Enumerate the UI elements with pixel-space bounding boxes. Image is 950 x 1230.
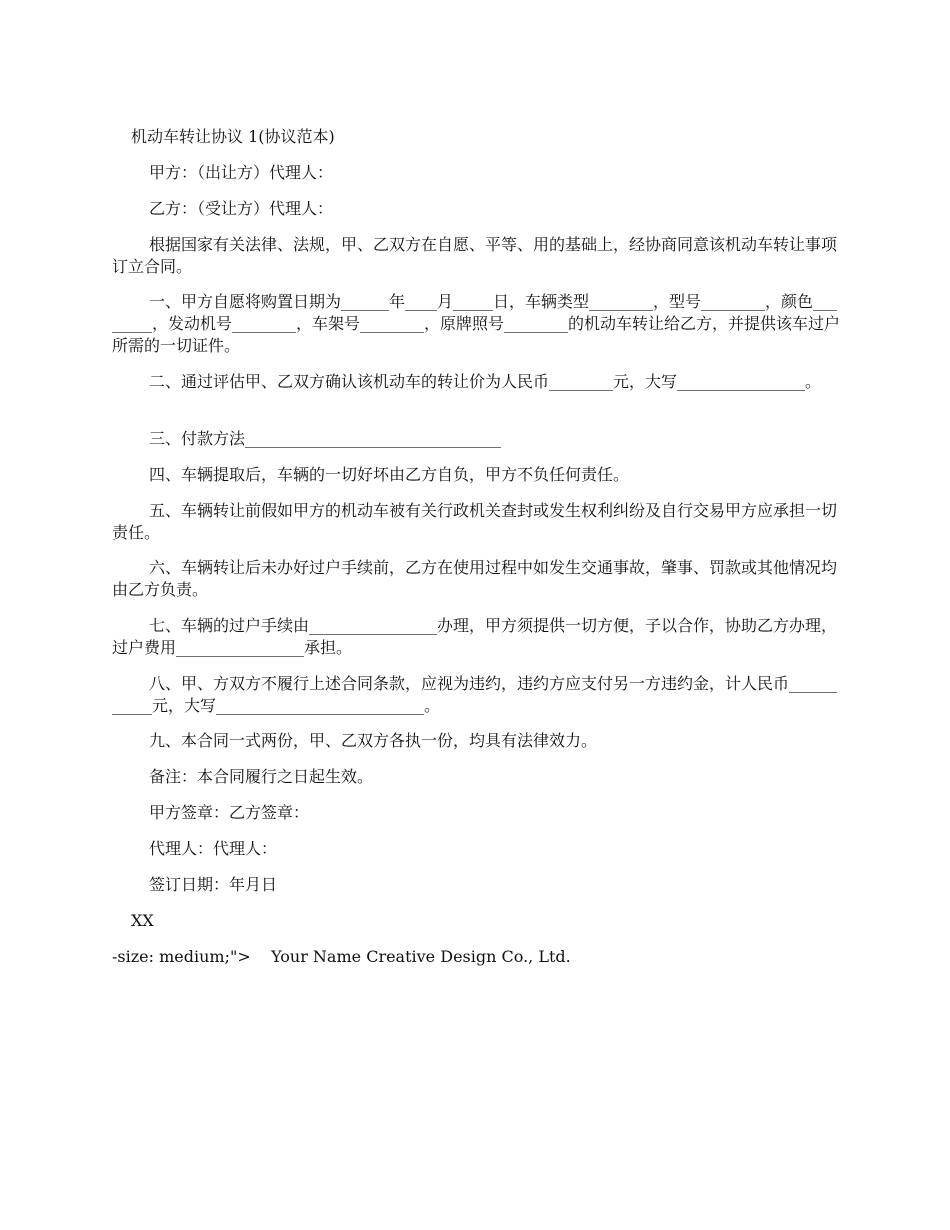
- party-b-line: 乙方：（受让方）代理人：: [149, 199, 334, 218]
- note-line: 备注：本合同履行之日起生效。: [149, 767, 374, 786]
- clause-1: 一、甲方自愿将购置日期为______年____月_____日，车辆类型________，型号________，颜色________，发动机号________，车架号________，原牌照号________的机动车转让给乙方，并提供该车过户所需的一切证件。: [112, 292, 841, 355]
- clause-2: 二、通过评估甲、乙双方确认该机动车的转让价为人民币________元，大写________________。: [149, 372, 822, 391]
- document-title: 机动车转让协议 1(协议范本): [131, 127, 335, 146]
- clause-3: 三、付款方法________________________________: [149, 429, 502, 448]
- footer-line: -size: medium;"> Your Name Creative Design Co., Ltd.: [112, 947, 571, 966]
- agent-line: 代理人：代理人：: [149, 839, 278, 858]
- clause-9: 九、本合同一式两份，甲、乙双方各执一份，均具有法律效力。: [149, 731, 598, 750]
- sign-date-line: 签订日期：年月日: [149, 875, 278, 894]
- clause-8: 八、甲、方双方不履行上述合同条款，应视为违约，违约方应支付另一方违约金，计人民币___________元，大写__________________________。: [112, 674, 838, 715]
- signature-line: 甲方签章：乙方签章：: [149, 803, 310, 822]
- clause-6: 六、车辆转让后未办好过户手续前，乙方在使用过程中如发生交通事故，肇事、罚款或其他情况均由乙方负责。: [112, 558, 838, 599]
- intro-paragraph: 根据国家有关法律、法规，甲、乙双方在自愿、平等、用的基础上，经协商同意该机动车转让事项订立合同。: [112, 235, 838, 276]
- clause-4: 四、车辆提取后，车辆的一切好坏由乙方自负，甲方不负任何责任。: [149, 465, 630, 484]
- clause-7: 七、车辆的过户手续由________________办理，甲方须提供一切方便，子以合作，协助乙方办理，过户费用________________承担。: [112, 616, 838, 657]
- xx-line: XX: [131, 911, 154, 930]
- clause-5: 五、车辆转让前假如甲方的机动车被有关行政机关查封或发生权利纠纷及自行交易甲方应承担一切责任。: [112, 501, 838, 542]
- party-a-line: 甲方：（出让方）代理人：: [149, 163, 334, 182]
